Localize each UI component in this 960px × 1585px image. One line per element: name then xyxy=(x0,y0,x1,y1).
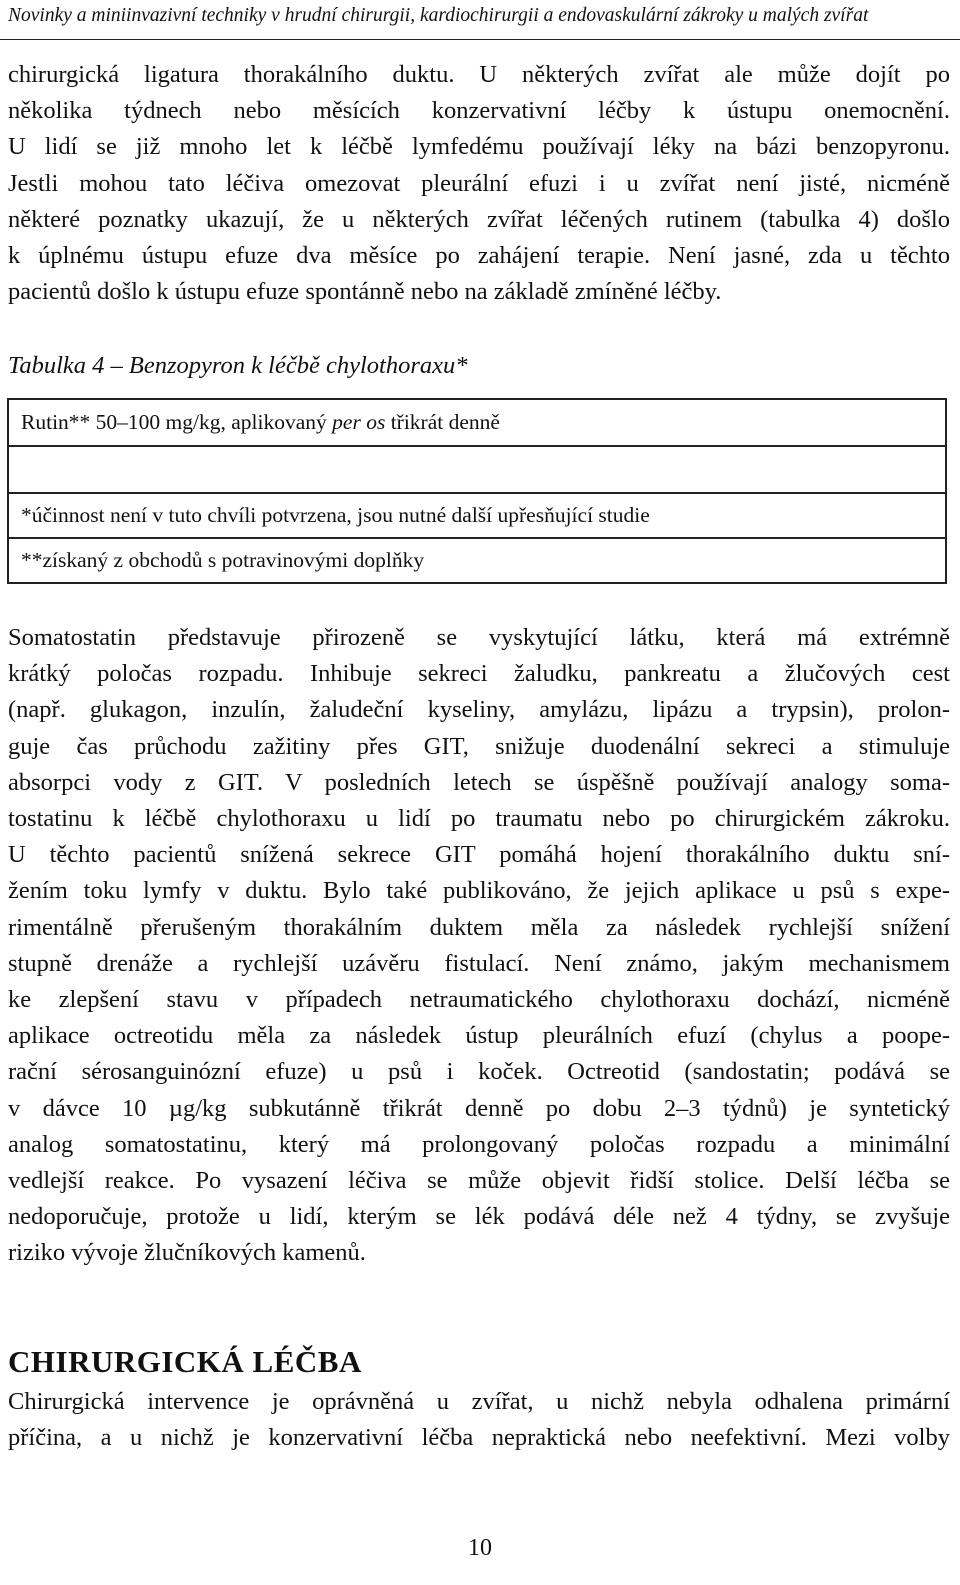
running-header-title: Novinky a miniinvazivní techniky v hrudní chirurgii, kardiochirurgii a endovaskulární zákroky u malých zvířat xyxy=(8,5,869,26)
paragraph-lymphedema xyxy=(8,57,950,310)
text-line: tostatinu k léčbě chylothoraxu u lidí po traumatu nebo po chirurgickém zákroku. xyxy=(8,805,950,833)
text-line: U těchto pacientů snížená sekrece GIT pomáhá hojení thorakálního duktu sní- xyxy=(8,841,950,869)
text-line: pacientů došlo k ústupu efuze spontánně nebo na základě zmíněné léčby. xyxy=(8,278,722,306)
rutin-dose-text: Rutin** 50–100 mg/kg, aplikovaný xyxy=(21,410,333,434)
route-italic-text: per os xyxy=(332,410,386,434)
paragraph-somatostatin xyxy=(8,620,950,1272)
text-line: některé poznatky ukazují, že u některých zvířat léčených rutinem (tabulka 4) došlo xyxy=(8,205,950,233)
table-caption: Tabulka 4 – Benzopyron k léčbě chylothoraxu* xyxy=(8,352,468,379)
rutin-frequency-text: třikrát denně xyxy=(385,410,500,434)
text-line: v dávce 10 µg/kg subkutánně třikrát denně po dobu 2–3 týdnů) je syntetický xyxy=(8,1094,950,1122)
text-line: aplikace octreotidu měla za následek ústup pleurálních efuzí (chylus a poope- xyxy=(8,1022,950,1050)
table-row-empty xyxy=(9,445,945,492)
text-line: guje čas průchodu zažitiny přes GIT, snižuje duodenální sekreci a stimuluje xyxy=(8,732,950,760)
section-heading: CHIRURGICKÁ LÉČBA xyxy=(8,1344,362,1379)
text-line: (např. glukagon, inzulín, žaludeční kyseliny, amylázu, lipázu a trypsin), prolon- xyxy=(8,696,950,724)
text-line: rační sérosanguinózní efuze) u psů i koček. Octreotid (sandostatin; podává se xyxy=(8,1058,950,1086)
text-line: ke zlepšení stavu v případech netraumatického chylothoraxu dochází, nicméně xyxy=(8,986,950,1014)
page-number: 10 xyxy=(468,1535,492,1561)
paragraph-surgical xyxy=(8,1384,950,1456)
text-line: riziko vývoje žlučníkových kamenů. xyxy=(8,1239,366,1267)
text-line: k úplnému ústupu efuze dva měsíce po zahájení terapie. Není jasné, zda u těchto xyxy=(8,242,950,270)
text-line: Chirurgická intervence je oprávněná u zvířat, u nichž nebyla odhalena primární xyxy=(8,1388,950,1415)
text-line: krátký poločas rozpadu. Inhibuje sekreci žaludku, pankreatu a žlučových cest xyxy=(8,660,950,688)
text-line: žením toku lymfy v duktu. Bylo také publikováno, že jejich aplikace u psů s expe- xyxy=(8,877,950,905)
benzopyron-table xyxy=(7,398,947,584)
text-line: chirurgická ligatura thorakálního duktu. U některých zvířat ale může dojít po xyxy=(8,61,950,88)
text-line: analog somatostatinu, který má prolongovaný poločas rozpadu a minimální xyxy=(8,1130,950,1158)
text-line: příčina, a u nichž je konzervativní léčba nepraktická nebo neefektivní. Mezi volby xyxy=(8,1424,950,1452)
text-line: rimentálně přerušeným thorakálním duktem měla za následek rychlejší snížení xyxy=(8,913,950,941)
footnote-source: **získaný z obchodů s potravinovými doplňky xyxy=(21,548,425,572)
text-line: nedoporučuje, protože u lidí, kterým se lék podává déle než 4 týdny, se zvyšuje xyxy=(8,1203,950,1231)
text-line: absorpci vody z GIT. V posledních letech se úspěšně používají analogy soma- xyxy=(8,768,950,796)
table-row-footnote-source xyxy=(9,537,945,582)
header-divider xyxy=(0,39,960,40)
text-line: vedlejší reakce. Po vysazení léčiva se může objevit řidší stolice. Delší léčba se xyxy=(8,1167,950,1195)
table-row-rutin xyxy=(9,400,945,445)
table-row-footnote-efficacy xyxy=(9,492,945,537)
text-line: stupně drenáže a rychlejší uzávěru fistulací. Není známo, jakým mechanismem xyxy=(8,949,950,977)
text-line: Jestli mohou tato léčiva omezovat pleurální efuzi i u zvířat není jisté, nicméně xyxy=(8,169,950,197)
text-line: několika týdnech nebo měsících konzervativní léčby k ústupu onemocnění. xyxy=(8,97,950,125)
text-line: Somatostatin představuje přirozeně se vyskytující látku, která má extrémně xyxy=(8,624,950,651)
footnote-efficacy: *účinnost není v tuto chvíli potvrzena, jsou nutné další upřesňující studie xyxy=(21,503,650,527)
text-line: U lidí se již mnoho let k léčbě lymfedému používají léky na bázi benzopyronu. xyxy=(8,133,950,161)
